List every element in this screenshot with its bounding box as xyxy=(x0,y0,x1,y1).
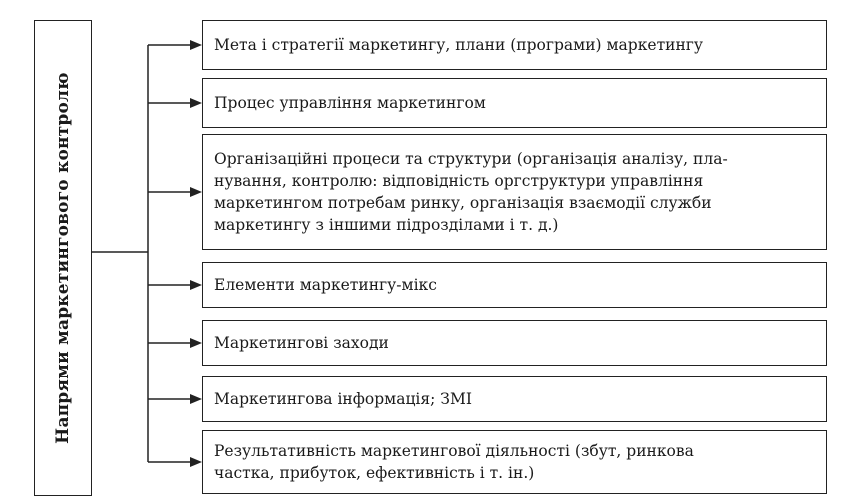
branch-arrow-7 xyxy=(148,457,202,467)
branch-arrow-2 xyxy=(148,98,202,108)
item-text: Мета і стратегії маркетингу, плани (програми) маркетингу xyxy=(214,36,704,54)
branch-arrow-5 xyxy=(148,338,202,348)
item-box-management-process xyxy=(202,78,827,128)
item-text: Процес управління маркетингом xyxy=(214,94,486,112)
item-box-goals-strategies xyxy=(202,20,827,70)
branch-arrow-4 xyxy=(148,280,202,290)
item-box-organizational-processes xyxy=(202,134,827,250)
item-text: Результативність маркетингової діяльності (збут, ринкова частка, прибуток, ефективність і т. ін.) xyxy=(214,442,694,482)
item-text: Маркетингова інформація; ЗМІ xyxy=(214,390,472,408)
item-text: Організаційні процеси та структури (організація аналізу, пла- нування, контролю: відповідність оргструктури управління маркетингом потребам ринку, організація взаємодії служби маркетингу з іншими підрозділами і т. д.) xyxy=(214,150,728,234)
item-box-marketing-activities xyxy=(202,320,827,366)
item-box-marketing-information xyxy=(202,376,827,422)
branch-arrow-3 xyxy=(148,187,202,197)
item-box-marketing-mix xyxy=(202,262,827,308)
branch-arrow-6 xyxy=(148,394,202,404)
item-text: Маркетингові заходи xyxy=(214,334,389,352)
item-text: Елементи маркетингу-мікс xyxy=(214,276,437,294)
branch-arrow-1 xyxy=(148,40,202,50)
item-box-effectiveness xyxy=(202,430,827,494)
root-box xyxy=(34,20,92,496)
root-label: Напрями маркетингового контролю xyxy=(53,72,73,444)
